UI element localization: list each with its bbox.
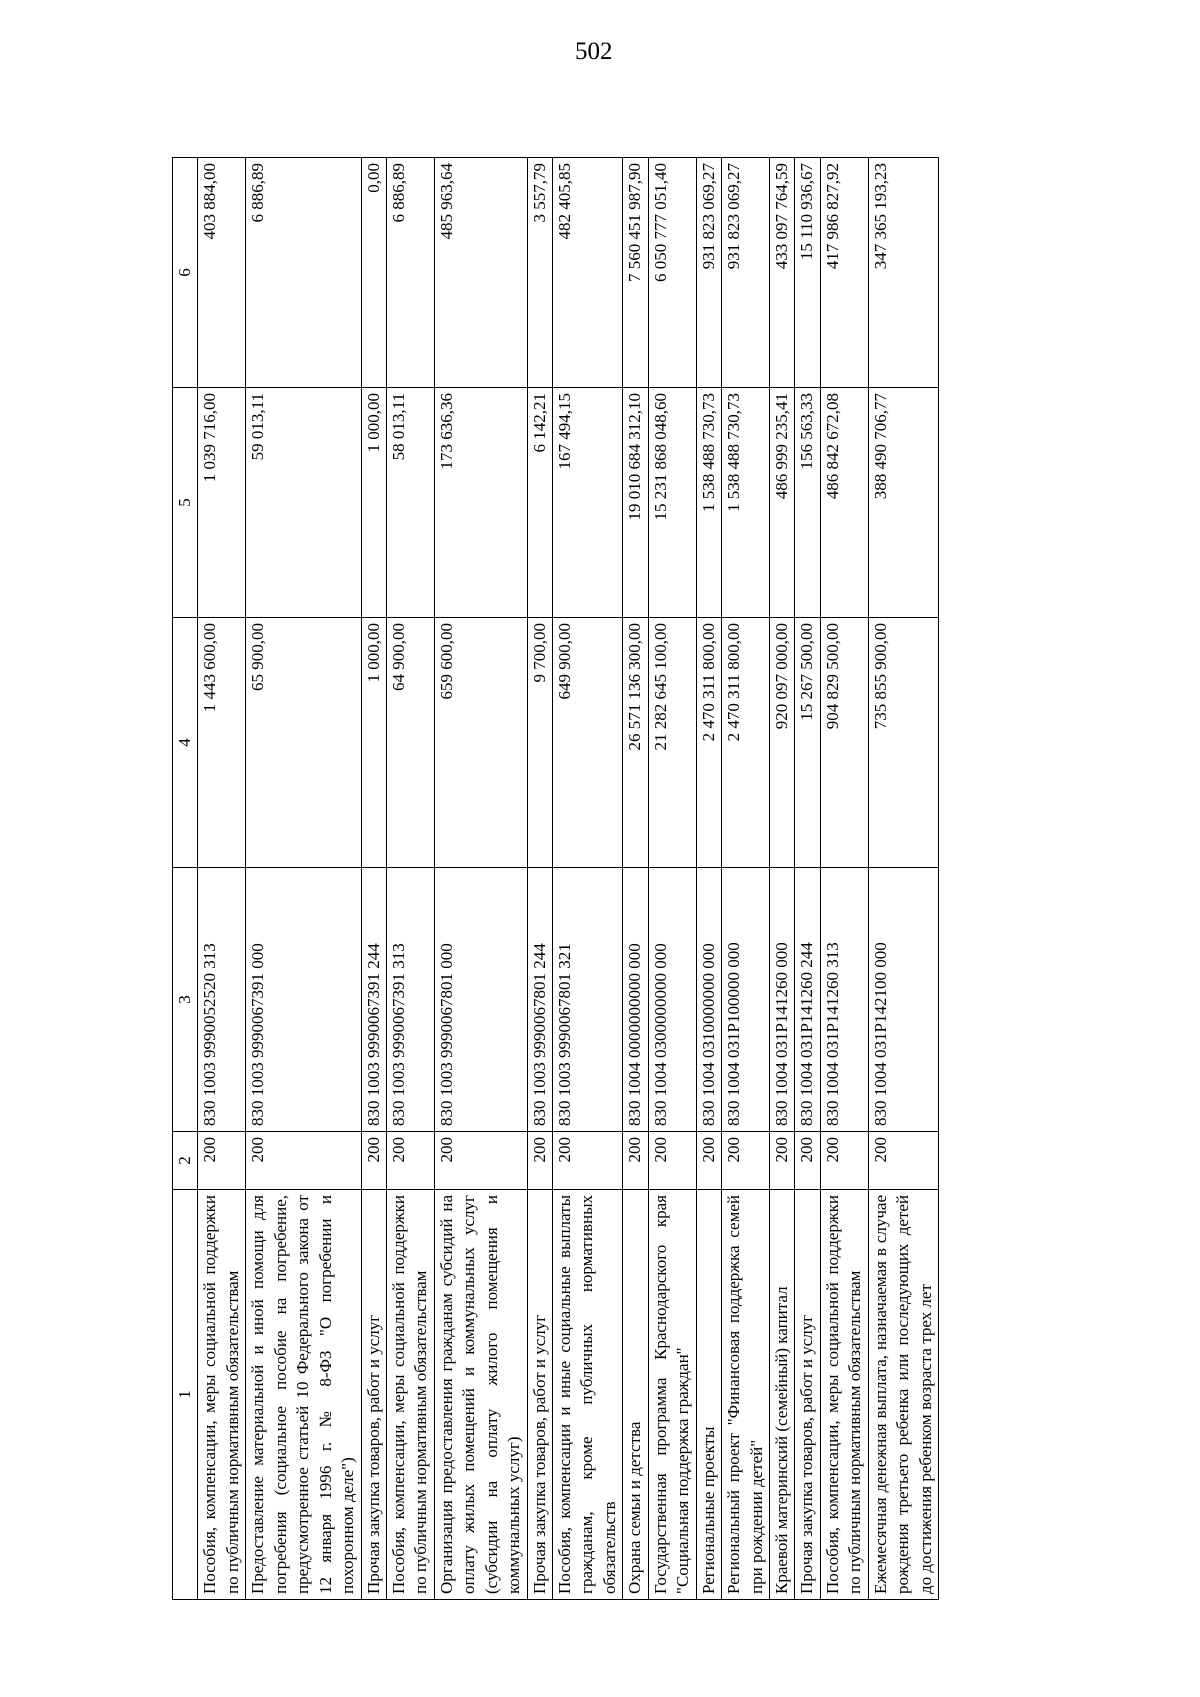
row-executed-amount: 167 494,15 [553, 388, 623, 618]
row-remaining-amount: 433 097 764,59 [769, 158, 794, 388]
row-budget-code: 830 1003 9990067391 244 [361, 868, 386, 1132]
row-plan-amount: 2 470 311 800,00 [696, 618, 721, 868]
header-cell-5: 5 [173, 388, 198, 618]
row-budget-code: 830 1003 9990067801 244 [527, 868, 552, 1132]
row-description: Ежемесячная денежная выплата, назначаемая в случае рождения третьего ребенка или последующих детей до достижения ребенком возраста трех лет [868, 1190, 938, 1600]
row-plan-amount: 920 097 000,00 [769, 618, 794, 868]
row-remaining-amount: 3 557,79 [527, 158, 552, 388]
row-remaining-amount: 6 050 777 051,40 [648, 158, 696, 388]
table-row [553, 158, 623, 1600]
header-cell-1: 1 [173, 1190, 198, 1600]
row-budget-code: 830 1003 9990067391 313 [386, 868, 434, 1132]
row-remaining-amount: 0,00 [361, 158, 386, 388]
table-row [623, 158, 648, 1600]
row-plan-amount: 65 900,00 [246, 618, 361, 868]
row-description: Прочая закупка товаров, работ и услуг [361, 1190, 386, 1600]
row-budget-code: 830 1003 9990067801 321 [553, 868, 623, 1132]
table-row [696, 158, 721, 1600]
row-budget-code: 830 1003 9990067391 000 [246, 868, 361, 1132]
header-cell-4: 4 [173, 618, 198, 868]
row-admin-code: 200 [246, 1132, 361, 1190]
row-plan-amount: 64 900,00 [386, 618, 434, 868]
row-admin-code: 200 [198, 1132, 246, 1190]
row-executed-amount: 59 013,11 [246, 388, 361, 618]
row-executed-amount: 58 013,11 [386, 388, 434, 618]
row-description: Организация предоставления гражданам субсидий на оплату жилых помещений и коммунальных услуг (субсидии на оплату жилого помещения и коммунальных услуг) [434, 1190, 527, 1600]
table-row [434, 158, 527, 1600]
row-budget-code: 830 1004 031P141260 000 [769, 868, 794, 1132]
header-cell-2: 2 [173, 1132, 198, 1190]
row-budget-code: 830 1004 0310000000 000 [696, 868, 721, 1132]
row-plan-amount: 904 829 500,00 [820, 618, 868, 868]
table-row [868, 158, 938, 1600]
row-description: Региональный проект "Финансовая поддержка семей при рождении детей" [722, 1190, 770, 1600]
row-executed-amount: 388 490 706,77 [868, 388, 938, 618]
row-executed-amount: 486 842 672,08 [820, 388, 868, 618]
row-remaining-amount: 6 886,89 [246, 158, 361, 388]
row-description: Пособия, компенсации, меры социальной поддержки по публичным нормативным обязательствам [198, 1190, 246, 1600]
row-description: Пособия, компенсации, меры социальной поддержки по публичным нормативным обязательствам [820, 1190, 868, 1600]
row-description: Пособия, компенсации и иные социальные выплаты гражданам, кроме публичных нормативных обязательств [553, 1190, 623, 1600]
row-remaining-amount: 417 986 827,92 [820, 158, 868, 388]
table-row [769, 158, 794, 1600]
row-admin-code: 200 [769, 1132, 794, 1190]
row-description: Прочая закупка товаров, работ и услуг [527, 1190, 552, 1600]
header-cell-3: 3 [173, 868, 198, 1132]
row-admin-code: 200 [434, 1132, 527, 1190]
row-description: Прочая закупка товаров, работ и услуг [795, 1190, 820, 1600]
row-budget-code: 830 1003 9990052520 313 [198, 868, 246, 1132]
row-plan-amount: 2 470 311 800,00 [722, 618, 770, 868]
row-budget-code: 830 1004 0300000000 000 [648, 868, 696, 1132]
row-budget-code: 830 1004 031P100000 000 [722, 868, 770, 1132]
table-row [386, 158, 434, 1600]
row-description: Охрана семьи и детства [623, 1190, 648, 1600]
row-admin-code: 200 [868, 1132, 938, 1190]
row-plan-amount: 1 000,00 [361, 618, 386, 868]
row-plan-amount: 21 282 645 100,00 [648, 618, 696, 868]
row-remaining-amount: 347 365 193,23 [868, 158, 938, 388]
header-row [173, 158, 198, 1600]
row-plan-amount: 735 855 900,00 [868, 618, 938, 868]
row-admin-code: 200 [795, 1132, 820, 1190]
row-plan-amount: 649 900,00 [553, 618, 623, 868]
row-budget-code: 830 1004 031P141260 313 [820, 868, 868, 1132]
row-remaining-amount: 403 884,00 [198, 158, 246, 388]
row-executed-amount: 19 010 684 312,10 [623, 388, 648, 618]
row-admin-code: 200 [361, 1132, 386, 1190]
row-remaining-amount: 931 823 069,27 [722, 158, 770, 388]
row-executed-amount: 1 538 488 730,73 [722, 388, 770, 618]
table-row [246, 158, 361, 1600]
budget-table [172, 157, 939, 1600]
rotated-sheet [172, 158, 1058, 1600]
row-plan-amount: 659 600,00 [434, 618, 527, 868]
row-plan-amount: 15 267 500,00 [795, 618, 820, 868]
row-admin-code: 200 [722, 1132, 770, 1190]
row-admin-code: 200 [527, 1132, 552, 1190]
row-executed-amount: 15 231 868 048,60 [648, 388, 696, 618]
row-executed-amount: 1 039 716,00 [198, 388, 246, 618]
row-plan-amount: 26 571 136 300,00 [623, 618, 648, 868]
row-executed-amount: 173 636,36 [434, 388, 527, 618]
header-cell-6: 6 [173, 158, 198, 388]
row-budget-code: 830 1004 031P142100 000 [868, 868, 938, 1132]
row-executed-amount: 6 142,21 [527, 388, 552, 618]
budget-table-body [173, 158, 939, 1600]
row-admin-code: 200 [648, 1132, 696, 1190]
table-row [722, 158, 770, 1600]
table-row [198, 158, 246, 1600]
row-budget-code: 830 1004 031P141260 244 [795, 868, 820, 1132]
row-admin-code: 200 [696, 1132, 721, 1190]
row-admin-code: 200 [386, 1132, 434, 1190]
table-row [361, 158, 386, 1600]
row-description: Региональные проекты [696, 1190, 721, 1600]
table-row [820, 158, 868, 1600]
row-description: Пособия, компенсации, меры социальной поддержки по публичным нормативным обязательствам [386, 1190, 434, 1600]
row-admin-code: 200 [820, 1132, 868, 1190]
row-admin-code: 200 [623, 1132, 648, 1190]
table-row [795, 158, 820, 1600]
table-row [527, 158, 552, 1600]
row-remaining-amount: 931 823 069,27 [696, 158, 721, 388]
page-number: 502 [575, 38, 613, 65]
row-plan-amount: 1 443 600,00 [198, 618, 246, 868]
row-budget-code: 830 1003 9990067801 000 [434, 868, 527, 1132]
row-description: Краевой материнский (семейный) капитал [769, 1190, 794, 1600]
row-budget-code: 830 1004 0000000000 000 [623, 868, 648, 1132]
row-description: Государственная программа Краснодарского края "Социальная поддержка граждан" [648, 1190, 696, 1600]
row-remaining-amount: 15 110 936,67 [795, 158, 820, 388]
row-remaining-amount: 485 963,64 [434, 158, 527, 388]
row-plan-amount: 9 700,00 [527, 618, 552, 868]
row-remaining-amount: 6 886,89 [386, 158, 434, 388]
row-remaining-amount: 7 560 451 987,90 [623, 158, 648, 388]
row-description: Предоставление материальной и иной помощи для погребения (социальное пособие на погребение, предусмотренное статьей 10 Федерального закона от 12 января 1996 г. № 8-ФЗ "О погребении и похоронном деле") [246, 1190, 361, 1600]
row-remaining-amount: 482 405,85 [553, 158, 623, 388]
row-executed-amount: 486 999 235,41 [769, 388, 794, 618]
table-row [648, 158, 696, 1600]
row-executed-amount: 1 538 488 730,73 [696, 388, 721, 618]
row-executed-amount: 156 563,33 [795, 388, 820, 618]
row-executed-amount: 1 000,00 [361, 388, 386, 618]
row-admin-code: 200 [553, 1132, 623, 1190]
